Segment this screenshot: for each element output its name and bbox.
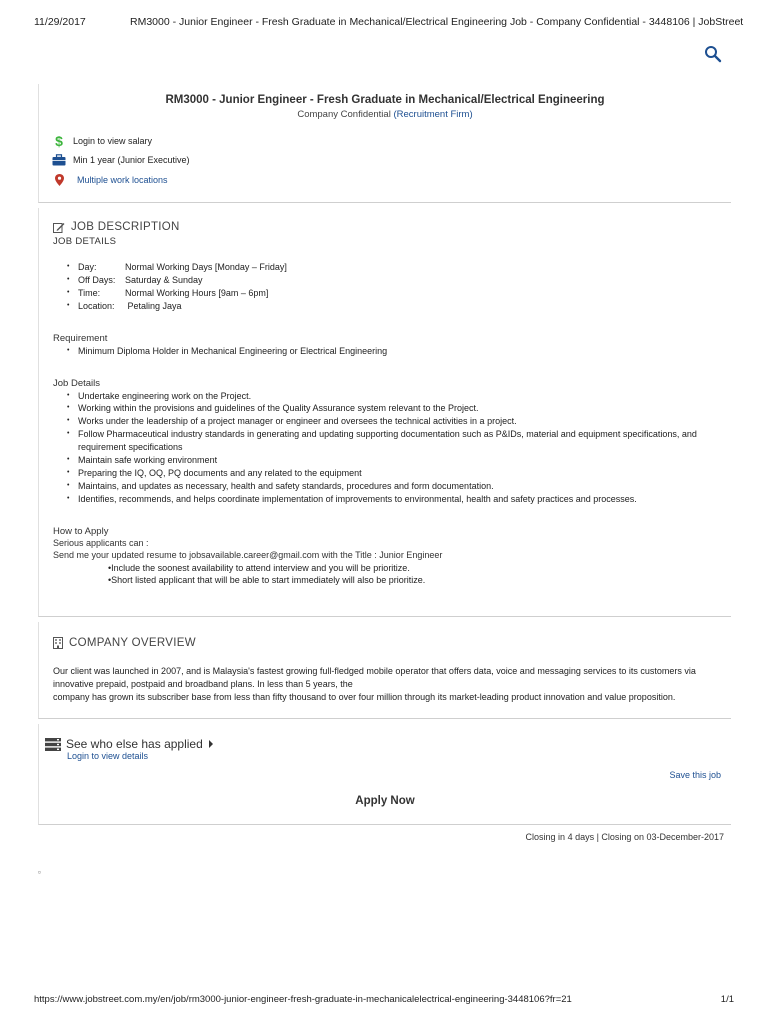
requirement-list xyxy=(53,345,723,358)
job-detail-item: • Maintains, and updates as necessary, health and safety standards, procedures and form documentation. xyxy=(78,480,723,493)
job-detail-item: • Works under the leadership of a project manager or engineer and oversees the technical activities in a project. xyxy=(78,415,723,428)
company-name: Company Confidential xyxy=(297,109,391,120)
schedule-value: Normal Working Hours [9am – 6pm] xyxy=(125,287,269,298)
company-overview-text xyxy=(53,665,723,704)
recruitment-firm-link[interactable]: (Recruitment Firm) xyxy=(393,109,473,120)
footer-url: https://www.jobstreet.com.my/en/job/rm3000-junior-engineer-fresh-graduate-in-mechanicalelectrical-engineering-3448106?fr=21 xyxy=(34,994,572,1005)
how-to-apply-heading: How to Apply xyxy=(53,525,109,537)
see-applicants-label[interactable]: See who else has applied xyxy=(66,737,203,751)
schedule-list xyxy=(53,261,723,313)
job-detail-item: • Undertake engineering work on the Project. xyxy=(78,390,723,403)
requirement-item: • Minimum Diploma Holder in Mechanical Engineering or Electrical Engineering xyxy=(78,345,723,358)
building-icon xyxy=(53,637,63,649)
salary-row xyxy=(49,133,152,149)
work-locations-link[interactable]: Multiple work locations xyxy=(77,175,168,185)
job-detail-item: • Working within the provisions and guidelines of the Quality Assurance system relevant to the Project. xyxy=(78,402,723,415)
job-detail-item: • Follow Pharmaceutical industry standards in generating and updating supporting documentation such as P&IDs, material and equipment specifications, and requirement specifications xyxy=(78,428,723,454)
see-applicants-toggle[interactable] xyxy=(45,737,214,751)
server-stack-icon xyxy=(45,738,61,751)
print-title: RM3000 - Junior Engineer - Fresh Graduate in Mechanical/Electrical Engineering Job - Company Confidential - 3448106 | JobStreet xyxy=(130,16,744,28)
briefcase-icon xyxy=(52,154,66,166)
overview-line: Our client was launched in 2007, and is Malaysia's fastest growing full-fledged mobile operator that offers data, voice and messaging services to its customers via xyxy=(53,666,696,676)
location-row xyxy=(49,174,168,186)
footer-page-number: 1/1 xyxy=(720,994,734,1005)
dollar-icon: $ xyxy=(55,133,63,149)
schedule-item xyxy=(78,287,723,300)
how-to-apply-line: Send me your updated resume to jobsavailable.career@gmail.com with the Title : Junior Engineer xyxy=(53,550,443,561)
edit-icon xyxy=(53,222,65,233)
overview-line: innovative prepaid, postpaid and broadband plans. In less than 5 years, the xyxy=(53,679,353,689)
schedule-key: Off Days: xyxy=(78,274,116,285)
save-job-link[interactable]: Save this job xyxy=(669,770,721,780)
experience-text: Min 1 year (Junior Executive) xyxy=(73,155,190,165)
how-to-apply-note: •Include the soonest availability to attend interview and you will be prioritize. xyxy=(108,562,410,573)
job-detail-item: • Identifies, recommends, and helps coordinate implementation of improvements to environmental, health and safety practices and processes. xyxy=(78,493,723,506)
apply-now-button[interactable]: Apply Now xyxy=(355,795,415,807)
salary-text[interactable]: Login to view salary xyxy=(73,136,153,146)
company-overview-section xyxy=(38,622,731,719)
job-description-section xyxy=(38,208,731,617)
applicants-section xyxy=(38,724,731,825)
job-description-heading xyxy=(53,221,723,233)
search-icon[interactable] xyxy=(704,45,722,63)
stray-mark: ¤ xyxy=(38,870,41,876)
schedule-value: Saturday & Sunday xyxy=(125,274,203,285)
experience-row xyxy=(49,154,190,166)
schedule-item xyxy=(78,274,723,287)
job-description-title: JOB DESCRIPTION xyxy=(71,221,180,233)
schedule-key: Location: xyxy=(78,300,115,311)
job-detail-item: • Preparing the IQ, OQ, PQ documents and any related to the equipment xyxy=(78,467,723,480)
job-detail-item: • Maintain safe working environment xyxy=(78,454,723,467)
requirement-heading: Requirement xyxy=(53,332,108,344)
schedule-value: Normal Working Days [Monday – Friday] xyxy=(125,262,287,272)
job-details-list xyxy=(53,390,723,506)
login-to-view-link[interactable]: Login to view details xyxy=(67,751,149,761)
schedule-key: Time: xyxy=(78,287,101,298)
caret-right-icon xyxy=(208,740,214,748)
company-overview-heading xyxy=(53,637,723,649)
schedule-item xyxy=(78,300,723,313)
schedule-key: Day: xyxy=(78,262,97,272)
job-details-label: JOB DETAILS xyxy=(53,236,117,247)
how-to-apply-note: •Short listed applicant that will be able to start immediately will also be prioritize. xyxy=(108,575,426,586)
company-line xyxy=(39,109,731,120)
overview-line: company has grown its subscriber base from less than fifty thousand to over four million through its market-leading product innovation and value proposition. xyxy=(53,692,676,702)
how-to-apply-line: Serious applicants can : xyxy=(53,537,149,548)
map-pin-icon xyxy=(55,174,64,186)
print-date: 11/29/2017 xyxy=(34,16,86,28)
company-overview-title: COMPANY OVERVIEW xyxy=(69,637,196,649)
closing-date: Closing in 4 days | Closing on 03-December-2017 xyxy=(525,832,724,842)
schedule-value: Petaling Jaya xyxy=(125,300,182,311)
job-title: RM3000 - Junior Engineer - Fresh Graduate in Mechanical/Electrical Engineering xyxy=(165,94,605,106)
job-header xyxy=(38,84,731,203)
schedule-item xyxy=(78,261,723,274)
job-details-heading: Job Details xyxy=(53,377,100,389)
